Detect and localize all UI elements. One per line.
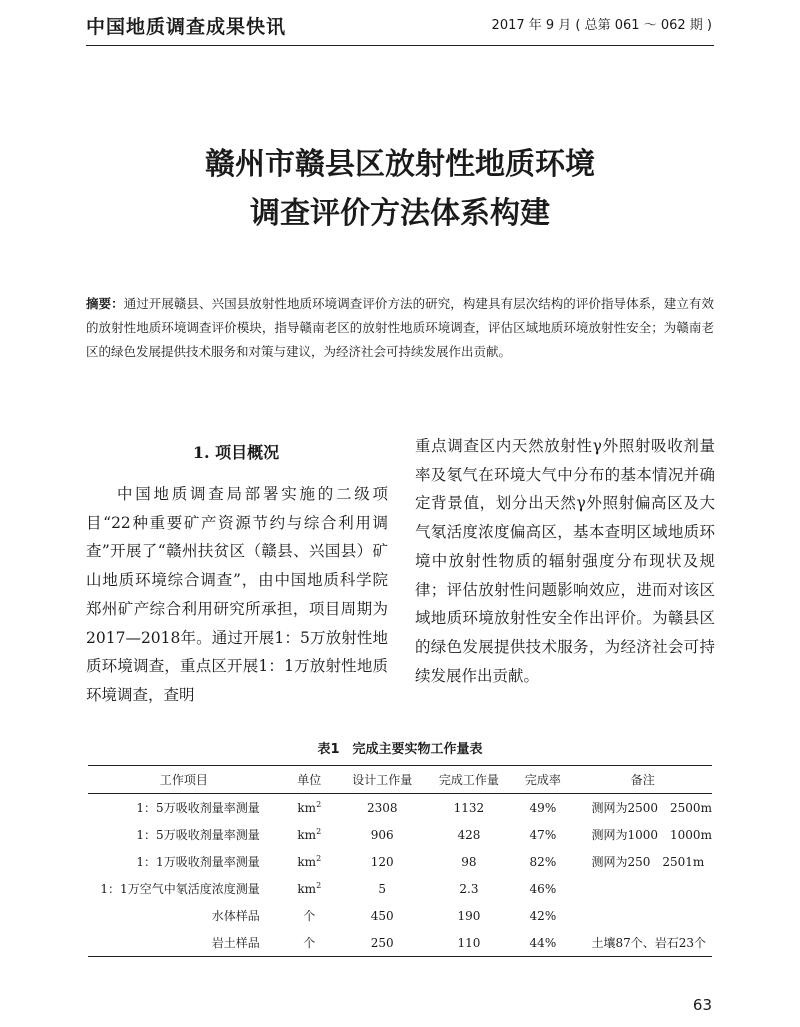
cell-work-item: 1：5万吸收剂量率测量 (136, 801, 260, 815)
cell-unit: 个 (303, 909, 316, 923)
cell-unit: $km^2$ (297, 827, 322, 842)
table-row (88, 902, 712, 929)
header-completion-rate: 完成率 (512, 766, 573, 794)
issue-info: 2017 年 9 月 ( 总第 061 ～ 062 期 ) (491, 18, 712, 33)
cell-design-amount: 5 (378, 881, 387, 896)
table-header-row (88, 766, 712, 794)
cell-design-amount: 906 (370, 827, 394, 842)
header-completed-amount: 完成工作量 (426, 766, 513, 794)
page-number: 63 (692, 996, 712, 1014)
cell-remarks: 测网为1000 1000m (591, 828, 712, 842)
article-title (0, 140, 800, 238)
abstract (86, 292, 714, 364)
journal-name: 中国地质调查成果快讯 (86, 16, 287, 38)
body-text-left-column: 中国地质调查局部署实施的二级项目“22种重要矿产资源节约与综合利用调查”开展了“赣州扶贫区（赣县、兴国县）矿山地质环境综合调查”，由中国地质科学院郑州矿产综合利用研究所承担，项目周期为2017—2018年。通过开展1：5万放射性地质环境调查，重点区开展1：1万放射性地质环境调查，查明 (86, 485, 388, 704)
body-text-right-column: 重点调查区内天然放射性γ外照射吸收剂量率及氡气在环境大气中分布的基本情况并确定背景值，划分出天然γ外照射偏高区及大气氡活度浓度偏高区，基本查明区域地质环境中放射性物质的辐射强度分布现状及规律；评估放射性问题影响效应，进而对该区域地质环境放射性安全作出评价。为赣县区的绿色发展提供技术服务，为经济社会可持续发展作出贡献。 (415, 437, 715, 685)
cell-design-amount: 2308 (366, 800, 398, 815)
header-unit: 单位 (280, 766, 339, 794)
cell-design-amount: 120 (370, 854, 394, 869)
cell-unit: $km^2$ (297, 854, 322, 869)
cell-unit: 个 (303, 936, 316, 950)
cell-completed-amount: 110 (457, 935, 481, 950)
cell-completion-rate: 49% (529, 800, 557, 815)
cell-unit: $km^2$ (297, 881, 322, 896)
cell-completion-rate: 47% (529, 827, 557, 842)
table-row (88, 848, 712, 875)
cell-completion-rate: 44% (529, 935, 557, 950)
cell-remarks: 测网为250 2501m (591, 855, 705, 869)
cell-completion-rate: 42% (529, 908, 557, 923)
cell-remarks: 测网为2500 2500m (591, 801, 712, 815)
table-row (88, 821, 712, 848)
cell-remarks (573, 902, 712, 929)
cell-completion-rate: 82% (529, 854, 557, 869)
cell-completed-amount: 1132 (453, 800, 485, 815)
table-row (88, 929, 712, 957)
cell-work-item: 1：1万吸收剂量率测量 (136, 855, 260, 869)
cell-completed-amount: 2.3 (459, 881, 479, 896)
cell-work-item: 1：1万空气中氡活度浓度测量 (100, 882, 260, 896)
cell-remarks (573, 875, 712, 902)
cell-completed-amount: 98 (461, 854, 477, 869)
cell-work-item: 1：5万吸收剂量率测量 (136, 828, 260, 842)
section-heading: 1. 项目概况 (192, 443, 280, 462)
table-caption: 表1 完成主要实物工作量表 (317, 742, 483, 757)
title-line-1: 赣州市赣县区放射性地质环境 (205, 147, 595, 182)
cell-work-item: 岩土样品 (211, 936, 260, 950)
cell-completed-amount: 190 (457, 908, 481, 923)
cell-unit: $km^2$ (297, 800, 322, 815)
cell-completion-rate: 46% (529, 881, 557, 896)
title-line-2: 调查评价方法体系构建 (250, 196, 550, 231)
header-remarks: 备注 (573, 766, 712, 794)
table-row (88, 875, 712, 902)
workload-table (88, 765, 712, 957)
cell-completed-amount: 428 (457, 827, 481, 842)
header-design-amount: 设计工作量 (339, 766, 426, 794)
abstract-text: 通过开展赣县、兴国县放射性地质环境调查评价方法的研究，构建具有层次结构的评价指导体系，建立有效的放射性地质环境调查评价模块，指导赣南老区的放射性地质环境调查，评估区域地质环境放射性安全；为赣南老区的绿色发展提供技术服务和对策与建议，为经济社会可持续发展作出贡献。 (86, 296, 714, 359)
cell-remarks: 土壤87个、岩石23个 (591, 936, 707, 950)
cell-work-item: 水体样品 (211, 909, 260, 923)
cell-design-amount: 250 (370, 935, 394, 950)
header-divider (86, 45, 714, 46)
table-row (88, 794, 712, 822)
abstract-label: 摘要： (86, 296, 124, 311)
cell-design-amount: 450 (370, 908, 394, 923)
header-work-item: 工作项目 (88, 766, 280, 794)
